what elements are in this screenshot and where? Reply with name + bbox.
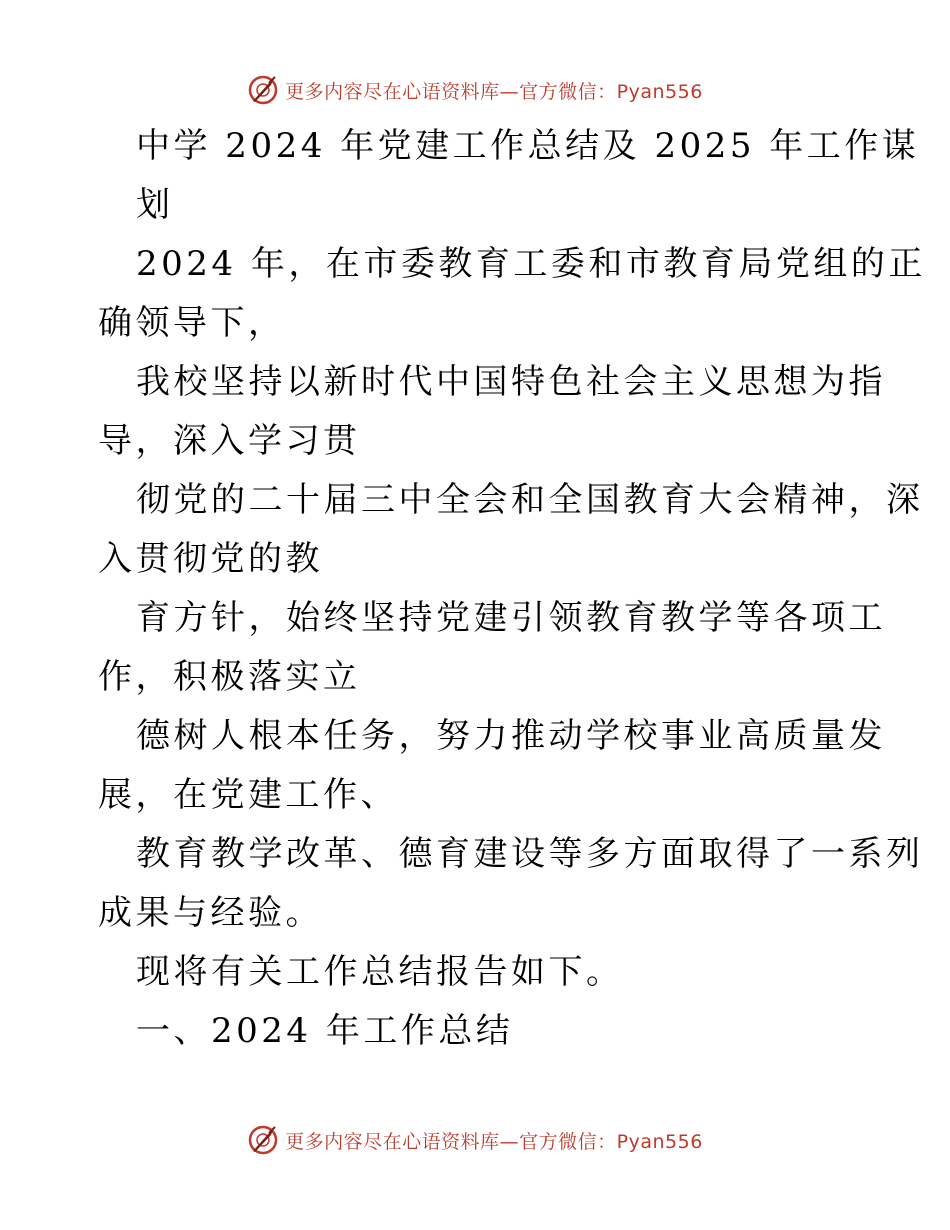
doc-paragraph-line: 育方针，始终坚持党建引领教育教学等各项工 xyxy=(136,598,886,638)
watermark-text: 更多内容尽在心语资料库—官方微信：Pyan556 xyxy=(285,80,703,103)
quill-logo-icon xyxy=(247,1124,279,1156)
doc-paragraph-line: 彻党的二十届三中全会和全国教育大会精神，深 xyxy=(136,480,924,520)
watermark-header xyxy=(0,70,950,110)
doc-paragraph-line: 成果与经验。 xyxy=(98,893,323,933)
watermark-text: 更多内容尽在心语资料库—官方微信：Pyan556 xyxy=(285,1130,703,1153)
doc-paragraph-line: 入贯彻党的教 xyxy=(98,539,323,579)
doc-paragraph-line: 导，深入学习贯 xyxy=(98,421,361,461)
doc-paragraph-line: 现将有关工作总结报告如下。 xyxy=(136,952,624,992)
doc-paragraph-line: 2024 年，在市委教育工委和市教育局党组的正 xyxy=(136,244,926,284)
doc-paragraph-line: 作，积极落实立 xyxy=(98,657,361,697)
doc-title-line-1: 中学 2024 年党建工作总结及 2025 年工作谋 xyxy=(136,126,920,166)
document-body xyxy=(98,122,926,1066)
quill-logo-icon xyxy=(247,74,279,106)
section-heading: 一、2024 年工作总结 xyxy=(136,1011,514,1051)
doc-paragraph-line: 我校坚持以新时代中国特色社会主义思想为指 xyxy=(136,362,886,402)
doc-title-line-2: 划 xyxy=(136,185,174,225)
doc-paragraph-line: 教育教学改革、德育建设等多方面取得了一系列 xyxy=(136,834,924,874)
doc-paragraph-line: 展，在党建工作、 xyxy=(98,775,398,815)
doc-paragraph-line: 确领导下， xyxy=(98,303,286,343)
doc-paragraph-line: 德树人根本任务，努力推动学校事业高质量发 xyxy=(136,716,886,756)
watermark-footer xyxy=(0,1120,950,1160)
